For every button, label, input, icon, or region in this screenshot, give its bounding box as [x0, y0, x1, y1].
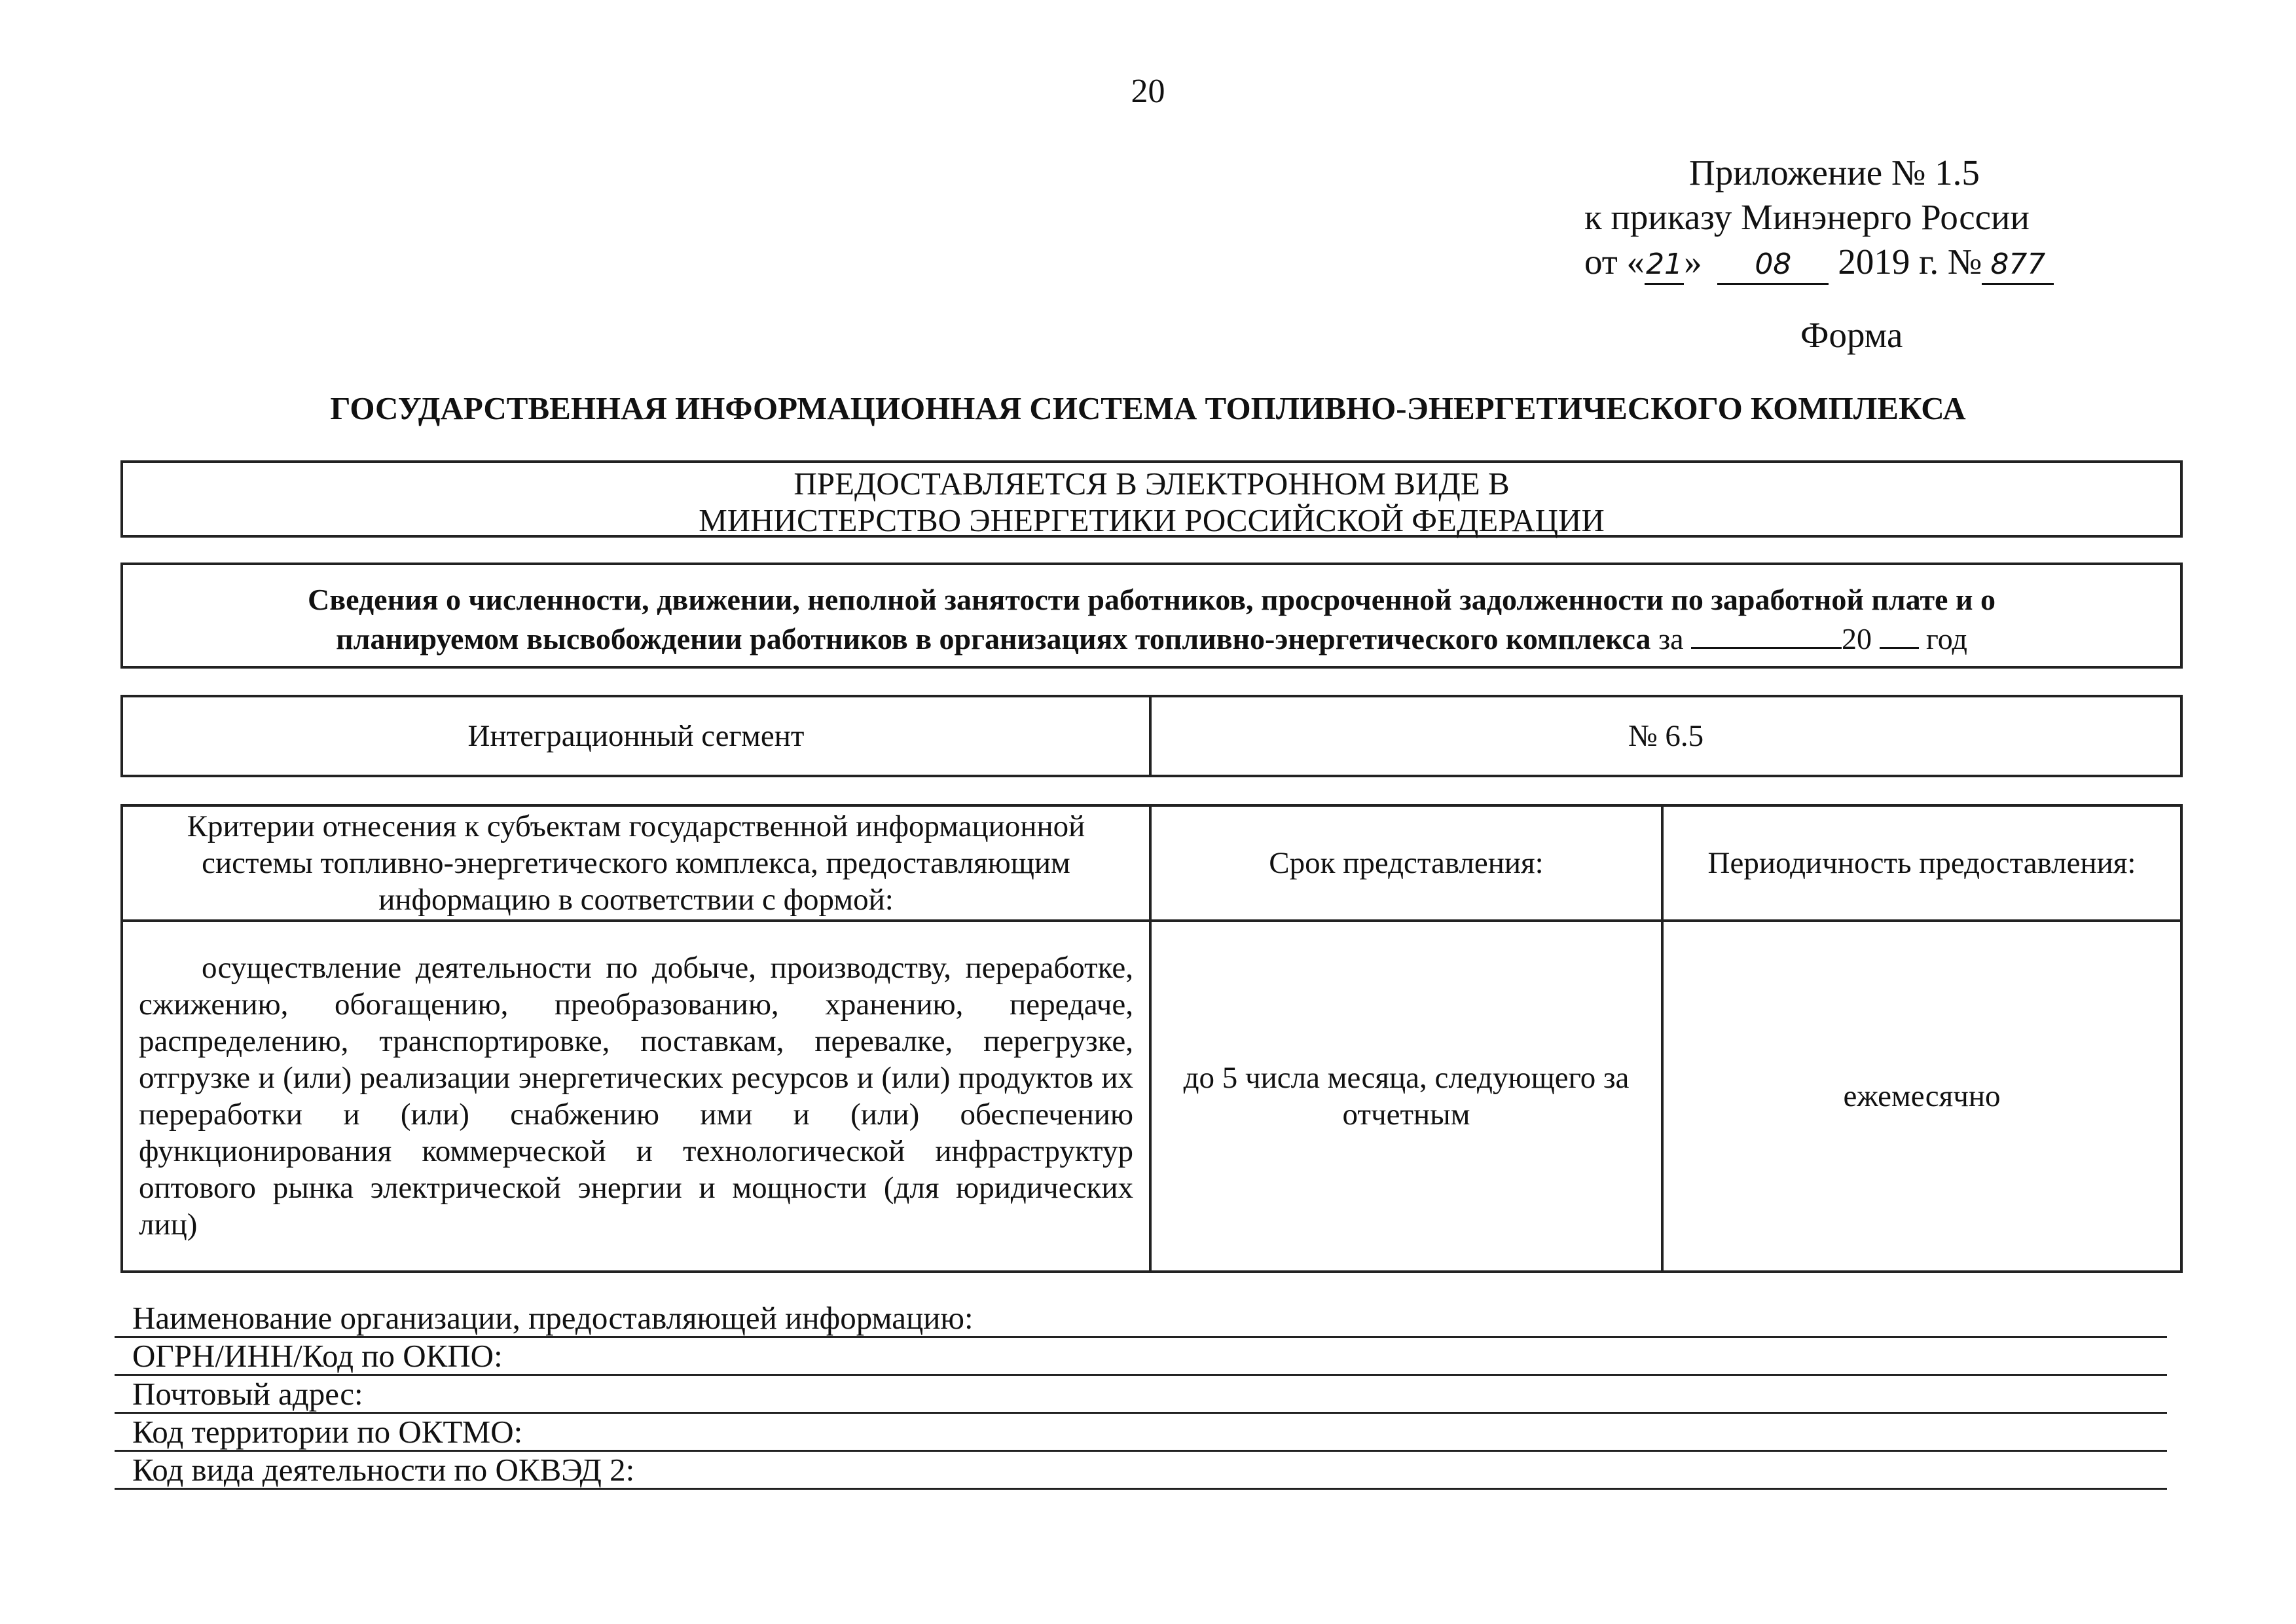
handwritten-month: 08 [1717, 246, 1829, 285]
deadline-value: до 5 числа месяца, следующего за отчетным [1150, 921, 1662, 1272]
frequency-value: ежемесячно [1662, 921, 2181, 1272]
electronic-notice-line-1: ПРЕДОСТАВЛЯЕТСЯ В ЭЛЕКТРОННОМ ВИДЕ В [793, 466, 1510, 502]
deadline-header: Срок представления: [1150, 805, 1662, 921]
criteria-header-row [122, 805, 2181, 921]
field-okved2[interactable]: Код вида деятельности по ОКВЭД 2: [115, 1452, 2167, 1490]
appendix-line-2: к приказу Минэнерго России [1584, 197, 2030, 237]
gis-title: ГОСУДАРСТВЕННАЯ ИНФОРМАЦИОННАЯ СИСТЕМА ТОПЛИВНО-ЭНЕРГЕТИЧЕСКОГО КОМПЛЕКСА [330, 390, 1966, 426]
report-title-line-2 [123, 618, 2180, 657]
criteria-text: осуществление деятельности по добыче, производству, переработке, сжижению, обогащению, преобразованию, хранению, передаче, распределению, транспортировке, поставкам, перевалке, перегрузке, отгрузке и (или) реализации энергетических ресурсов и (или) продуктов их переработки и (или) снабжению ими и (или) обеспечению функционирования коммерческой и технологической инфраструктур оптового рынка электрической энергии и мощности (для юридических лиц) [122, 921, 1150, 1272]
frequency-header: Периодичность предоставления: [1662, 805, 2181, 921]
electronic-notice-line-2: МИНИСТЕРСТВО ЭНЕРГЕТИКИ РОССИЙСКОЙ ФЕДЕРАЦИИ [699, 502, 1605, 538]
year-blank[interactable] [1880, 618, 1919, 649]
criteria-table [120, 804, 2183, 1273]
report-title-box [120, 563, 2183, 669]
field-oktmo[interactable]: Код территории по ОКТМО: [115, 1414, 2167, 1452]
form-label: Форма [1800, 315, 1903, 355]
report-title-bold-part: планируемом высвобождении работников в организациях топливно-энергетического комплекса [336, 622, 1651, 655]
organization-info-fields [115, 1300, 2167, 1490]
electronic-submission-box [120, 460, 2183, 538]
appendix-line-1: Приложение № 1.5 [1689, 153, 1980, 193]
criteria-header: Критерии отнесения к субъектам государственной информационной системы топливно-энергетического комплекса, предоставляющим информацию в соответствии с формой: [122, 805, 1150, 921]
page-number: 20 [1131, 73, 1165, 110]
field-ogrn-inn-okpo[interactable]: ОГРН/ИНН/Код по ОКПО: [115, 1338, 2167, 1376]
appendix-date-line [1584, 240, 2174, 285]
segment-value: № 6.5 [1150, 696, 2181, 776]
appendix-block [1584, 151, 2174, 285]
period-blank[interactable] [1691, 618, 1842, 649]
date-mid: » [1684, 242, 1702, 282]
segment-table [120, 695, 2183, 777]
field-postal-address[interactable]: Почтовый адрес: [115, 1376, 2167, 1414]
period-prefix: за [1658, 622, 1684, 655]
segment-label: Интеграционный сегмент [122, 696, 1150, 776]
field-organization-name[interactable]: Наименование организации, предоставляющей информацию: [115, 1300, 2167, 1338]
date-prefix: от « [1584, 242, 1645, 282]
year-suffix: год [1926, 622, 1967, 655]
handwritten-order-number: 877 [1982, 246, 2054, 285]
criteria-body-row [122, 921, 2181, 1272]
year-prefix: 20 [1842, 622, 1872, 655]
handwritten-day: 21 [1645, 246, 1684, 285]
report-title-line-1: Сведения о численности, движении, неполной занятости работников, просроченной задолженности по заработной плате и о [308, 583, 1995, 616]
date-year: 2019 г. № [1838, 242, 1982, 282]
